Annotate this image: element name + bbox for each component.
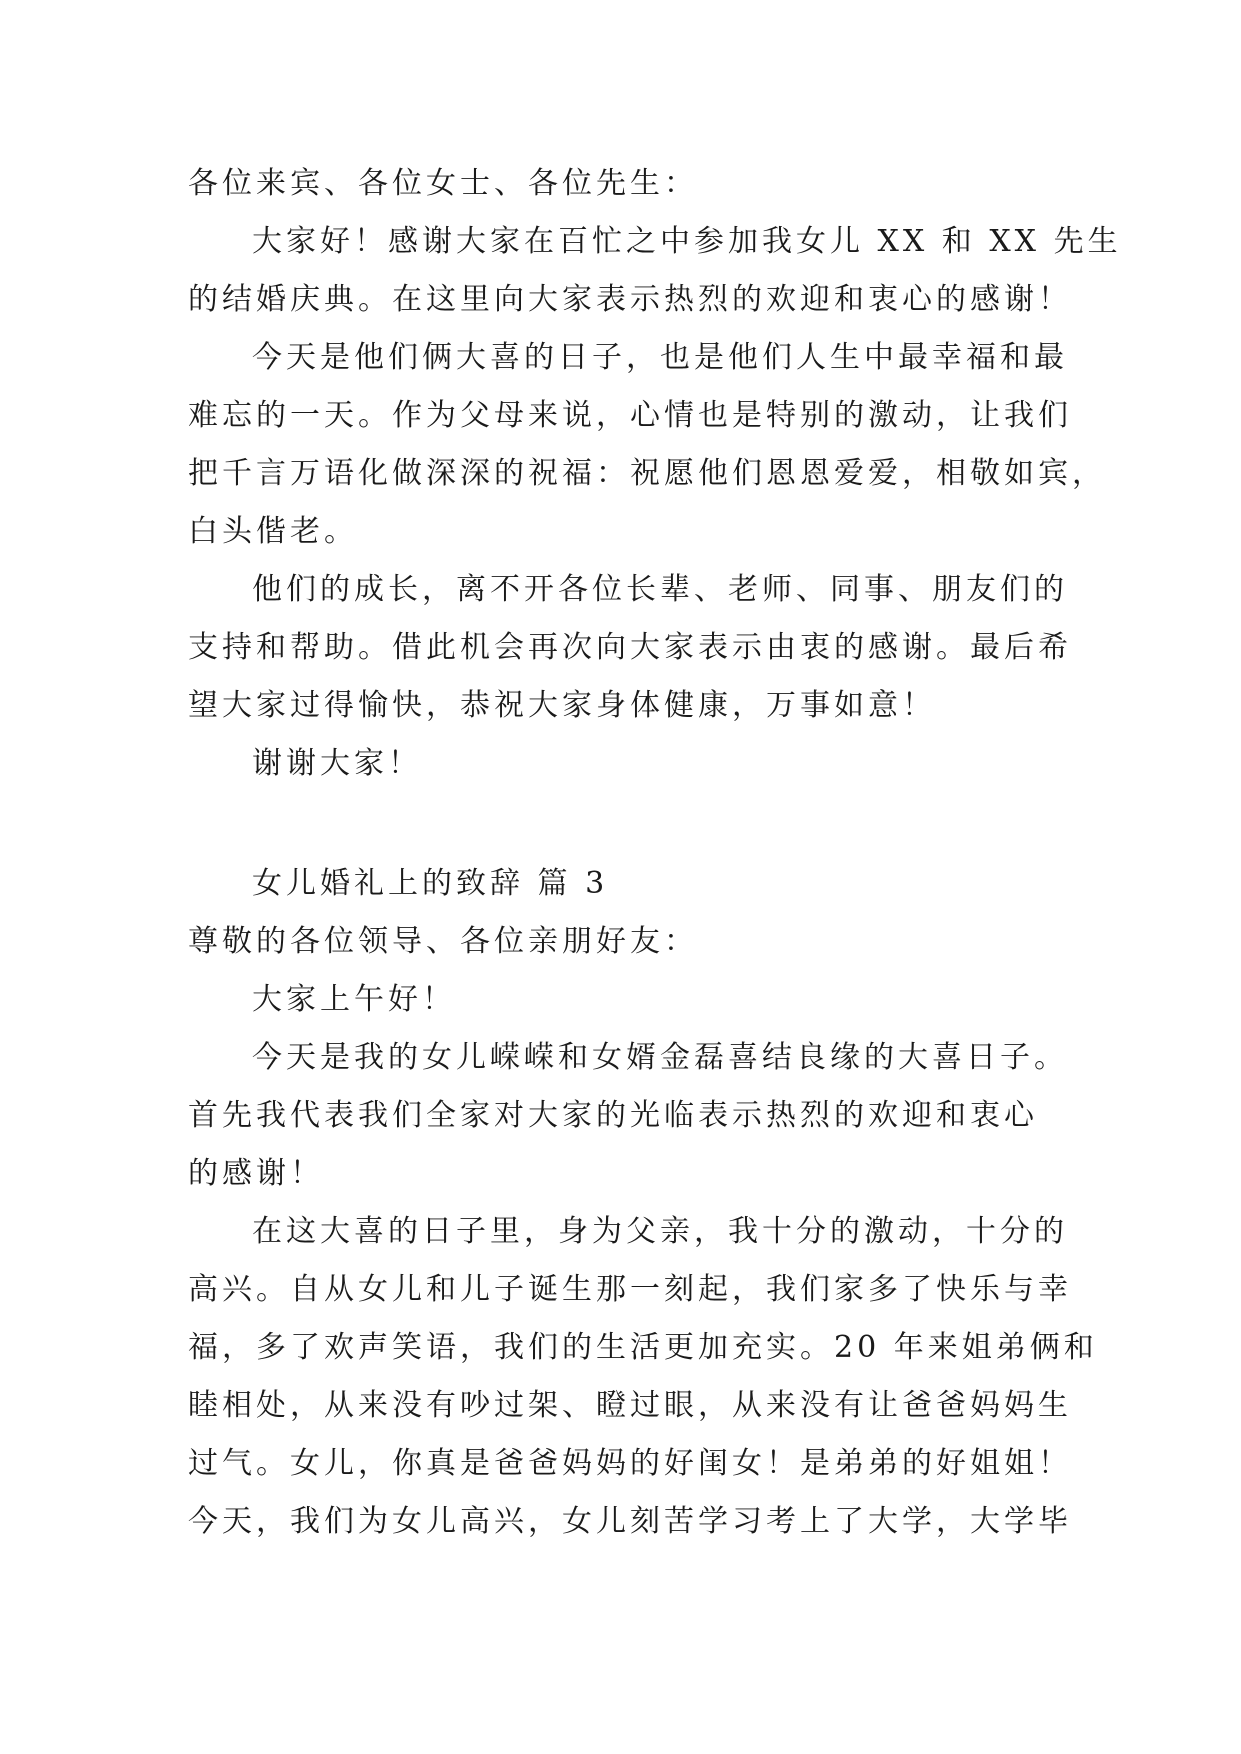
paragraph-line: 把千言万语化做深深的祝福：祝愿他们恩恩爱爱，相敬如宾， [188,456,1106,491]
salutation-2: 尊敬的各位领导、各位亲朋好友： [188,924,698,959]
paragraph-line: 的结婚庆典。在这里向大家表示热烈的欢迎和衷心的感谢！ [188,282,1072,317]
paragraph-line: 白头偕老。 [188,514,358,549]
paragraph-line: 过气。女儿，你真是爸爸妈妈的好闺女！是弟弟的好姐姐！ [188,1446,1072,1481]
paragraph-line: 在这大喜的日子里，身为父亲，我十分的激动，十分的 [252,1214,1068,1249]
paragraph-line: 大家好！感谢大家在百忙之中参加我女儿 XX 和 XX 先生 [252,224,1122,259]
paragraph-line: 睦相处，从来没有吵过架、瞪过眼，从来没有让爸爸妈妈生 [188,1388,1072,1423]
paragraph-line: 今天，我们为女儿高兴，女儿刻苦学习考上了大学，大学毕 [188,1504,1072,1539]
paragraph-line: 今天是我的女儿嵘嵘和女婿金磊喜结良缘的大喜日子。 [252,1040,1068,1075]
greeting: 大家上午好！ [252,982,456,1017]
salutation-1: 各位来宾、各位女士、各位先生： [188,166,698,201]
paragraph-line: 福，多了欢声笑语，我们的生活更加充实。20 年来姐弟俩和 [188,1330,1098,1365]
closing-thanks: 谢谢大家！ [252,746,422,781]
paragraph-line: 他们的成长，离不开各位长辈、老师、同事、朋友们的 [252,572,1068,607]
paragraph-line: 支持和帮助。借此机会再次向大家表示由衷的感谢。最后希 [188,630,1072,665]
paragraph-line: 今天是他们俩大喜的日子，也是他们人生中最幸福和最 [252,340,1068,375]
paragraph-line: 首先我代表我们全家对大家的光临表示热烈的欢迎和衷心 [188,1098,1038,1133]
paragraph-line: 难忘的一天。作为父母来说，心情也是特别的激动，让我们 [188,398,1072,433]
paragraph-line: 的感谢！ [188,1156,324,1191]
paragraph-line: 望大家过得愉快，恭祝大家身体健康，万事如意！ [188,688,936,723]
paragraph-line: 高兴。自从女儿和儿子诞生那一刻起，我们家多了快乐与幸 [188,1272,1072,1307]
section-heading: 女儿婚礼上的致辞 篇 3 [252,866,609,901]
